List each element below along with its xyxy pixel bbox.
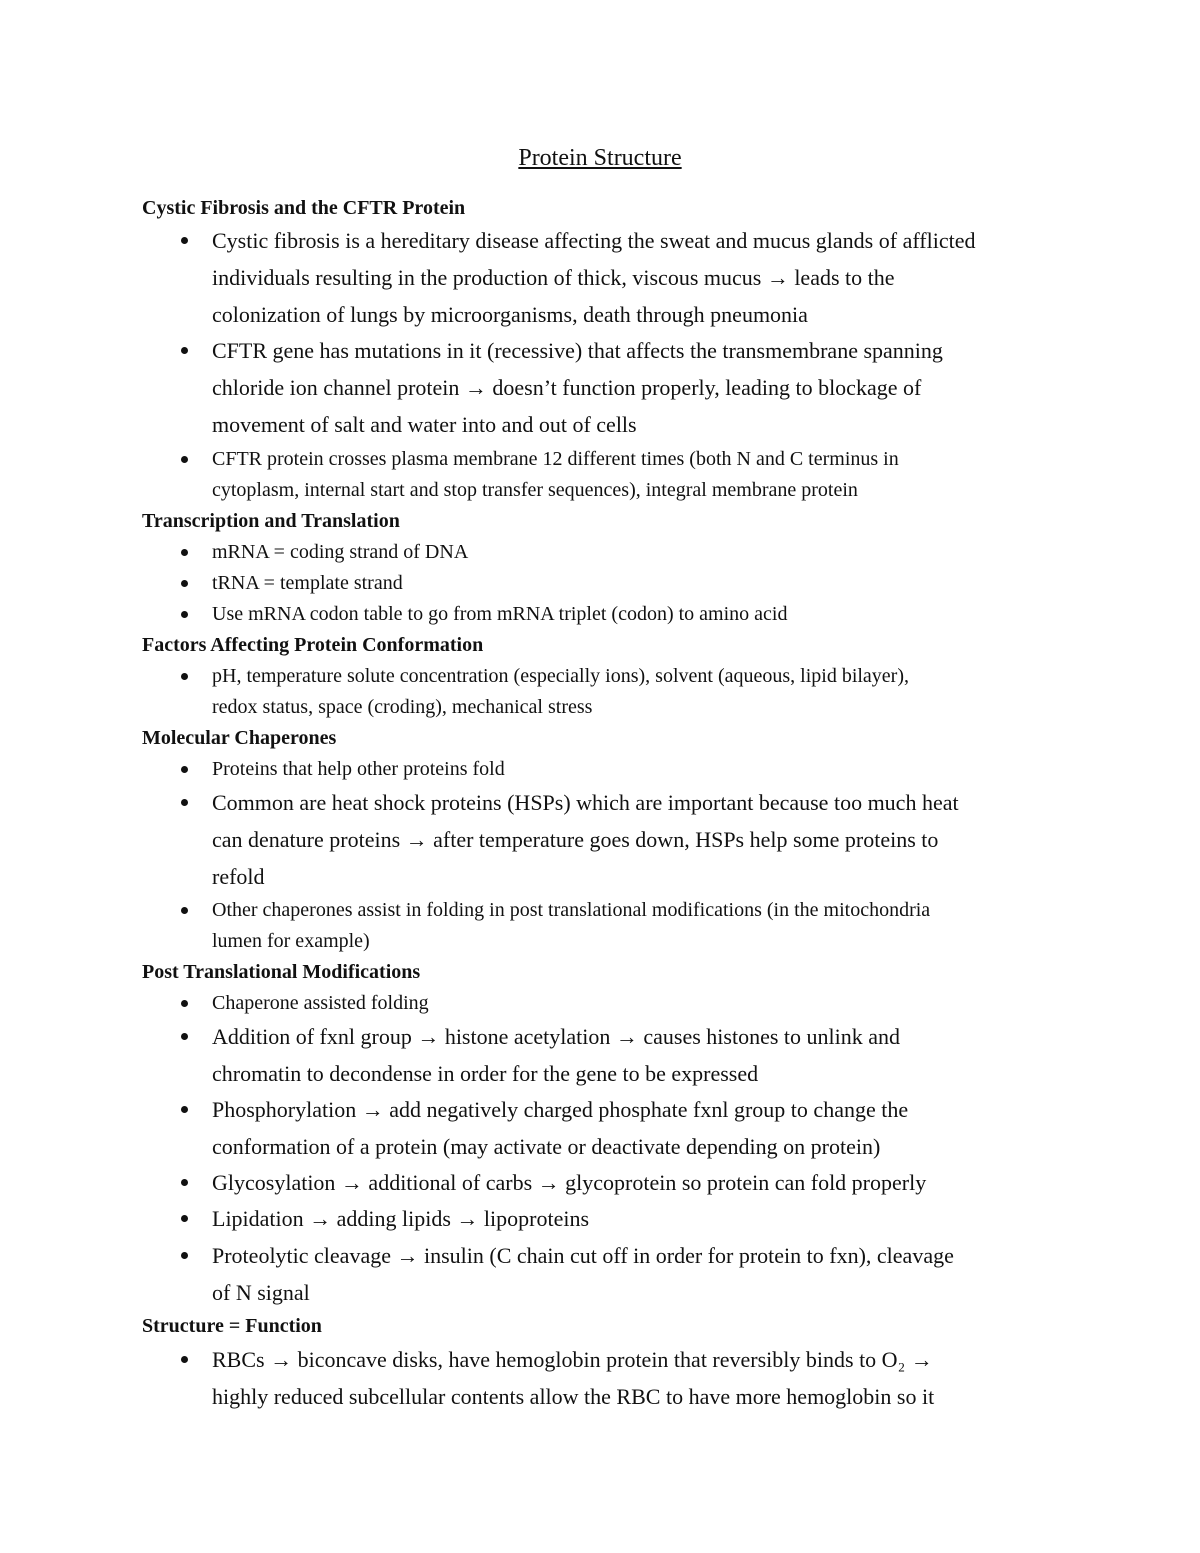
list-item (212, 1091, 1082, 1165)
item-line: Other chaperones assist in folding in post translational modifications (in the mitochondria (212, 899, 931, 921)
item-line: redox status, space (croding), mechanical stress (212, 696, 593, 718)
list-item (212, 1200, 1082, 1237)
list-item (212, 599, 1082, 630)
item-line: Proteins that help other proteins fold (212, 758, 505, 780)
item-line: pH, temperature solute concentration (especially ions), solvent (aqueous, lipid bilayer), (212, 665, 910, 687)
bullet-icon (181, 237, 188, 244)
item-line: Phosphorylation → add negatively charged phosphate fxnl group to change the (212, 1097, 909, 1122)
bullet-icon (181, 1000, 188, 1007)
item-line: individuals resulting in the production of thick, viscous mucus → leads to the (212, 265, 895, 290)
section-heading-transcription-translation: Transcription and Translation (142, 510, 400, 532)
bullet-icon (181, 1106, 188, 1113)
bullet-icon (181, 580, 188, 587)
item-line: Cystic fibrosis is a hereditary disease affecting the sweat and mucus glands of afflicted (212, 228, 976, 253)
section-heading-structure-function: Structure = Function (142, 1315, 322, 1337)
bullet-icon (181, 347, 188, 354)
list-item (212, 332, 1082, 443)
list-item (212, 661, 1082, 723)
item-line: mRNA = coding strand of DNA (212, 541, 469, 563)
item-line: chromatin to decondense in order for the gene to be expressed (212, 1061, 759, 1086)
bullet-icon (181, 1033, 188, 1040)
item-line: CFTR protein crosses plasma membrane 12 different times (both N and C terminus in (212, 448, 899, 470)
item-line: RBCs → biconcave disks, have hemoglobin protein that reversibly binds to O₂ → (212, 1347, 933, 1372)
item-line: CFTR gene has mutations in it (recessive) that affects the transmembrane spanning (212, 338, 943, 363)
list-item (212, 1164, 1082, 1201)
item-line: movement of salt and water into and out of cells (212, 412, 637, 437)
item-line: Chaperone assisted folding (212, 992, 429, 1014)
bullet-icon (181, 456, 188, 463)
list-item (212, 1018, 1082, 1092)
item-line: conformation of a protein (may activate or deactivate depending on protein) (212, 1134, 881, 1159)
item-line: Lipidation → adding lipids → lipoproteins (212, 1206, 590, 1231)
list-item (212, 988, 1082, 1019)
bullet-icon (181, 1252, 188, 1259)
bullet-icon (181, 1179, 188, 1186)
section-heading-molecular-chaperones: Molecular Chaperones (142, 727, 337, 749)
section-heading-protein-conformation: Factors Affecting Protein Conformation (142, 634, 484, 656)
list-item (212, 444, 1082, 506)
item-line: Addition of fxnl group → histone acetylation → causes histones to unlink and (212, 1024, 901, 1049)
item-line: Use mRNA codon table to go from mRNA triplet (codon) to amino acid (212, 603, 788, 625)
list-item (212, 1341, 1082, 1415)
bullet-icon (181, 907, 188, 914)
section-heading-post-translational: Post Translational Modifications (142, 961, 421, 983)
bullet-icon (181, 549, 188, 556)
bullet-icon (181, 611, 188, 618)
list-item (212, 222, 1082, 333)
item-line: highly reduced subcellular contents allow the RBC to have more hemoglobin so it (212, 1384, 935, 1409)
item-line: of N signal (212, 1280, 310, 1305)
item-line: tRNA = template strand (212, 572, 403, 594)
list-item (212, 754, 1082, 785)
bullet-icon (181, 1356, 188, 1363)
list-item (212, 784, 1082, 895)
bullet-icon (181, 673, 188, 680)
item-line: can denature proteins → after temperature goes down, HSPs help some proteins to (212, 827, 939, 852)
list-item (212, 537, 1082, 568)
bullet-icon (181, 799, 188, 806)
bullet-icon (181, 1215, 188, 1222)
item-line: Glycosylation → additional of carbs → glycoprotein so protein can fold properly (212, 1170, 927, 1195)
bullet-icon (181, 766, 188, 773)
item-line: lumen for example) (212, 930, 370, 952)
item-line: colonization of lungs by microorganisms, death through pneumonia (212, 302, 808, 327)
list-item (212, 895, 1082, 957)
item-line: Common are heat shock proteins (HSPs) which are important because too much heat (212, 790, 959, 815)
list-item (212, 568, 1082, 599)
list-item (212, 1237, 1082, 1311)
item-line: cytoplasm, internal start and stop transfer sequences), integral membrane protein (212, 479, 858, 501)
item-line: Proteolytic cleavage → insulin (C chain cut off in order for protein to fxn), cleavage (212, 1243, 954, 1268)
item-line: chloride ion channel protein → doesn’t function properly, leading to blockage of (212, 375, 922, 400)
section-heading-cystic-fibrosis: Cystic Fibrosis and the CFTR Protein (142, 197, 466, 219)
page-title: Protein Structure (518, 145, 682, 171)
item-line: refold (212, 864, 265, 889)
